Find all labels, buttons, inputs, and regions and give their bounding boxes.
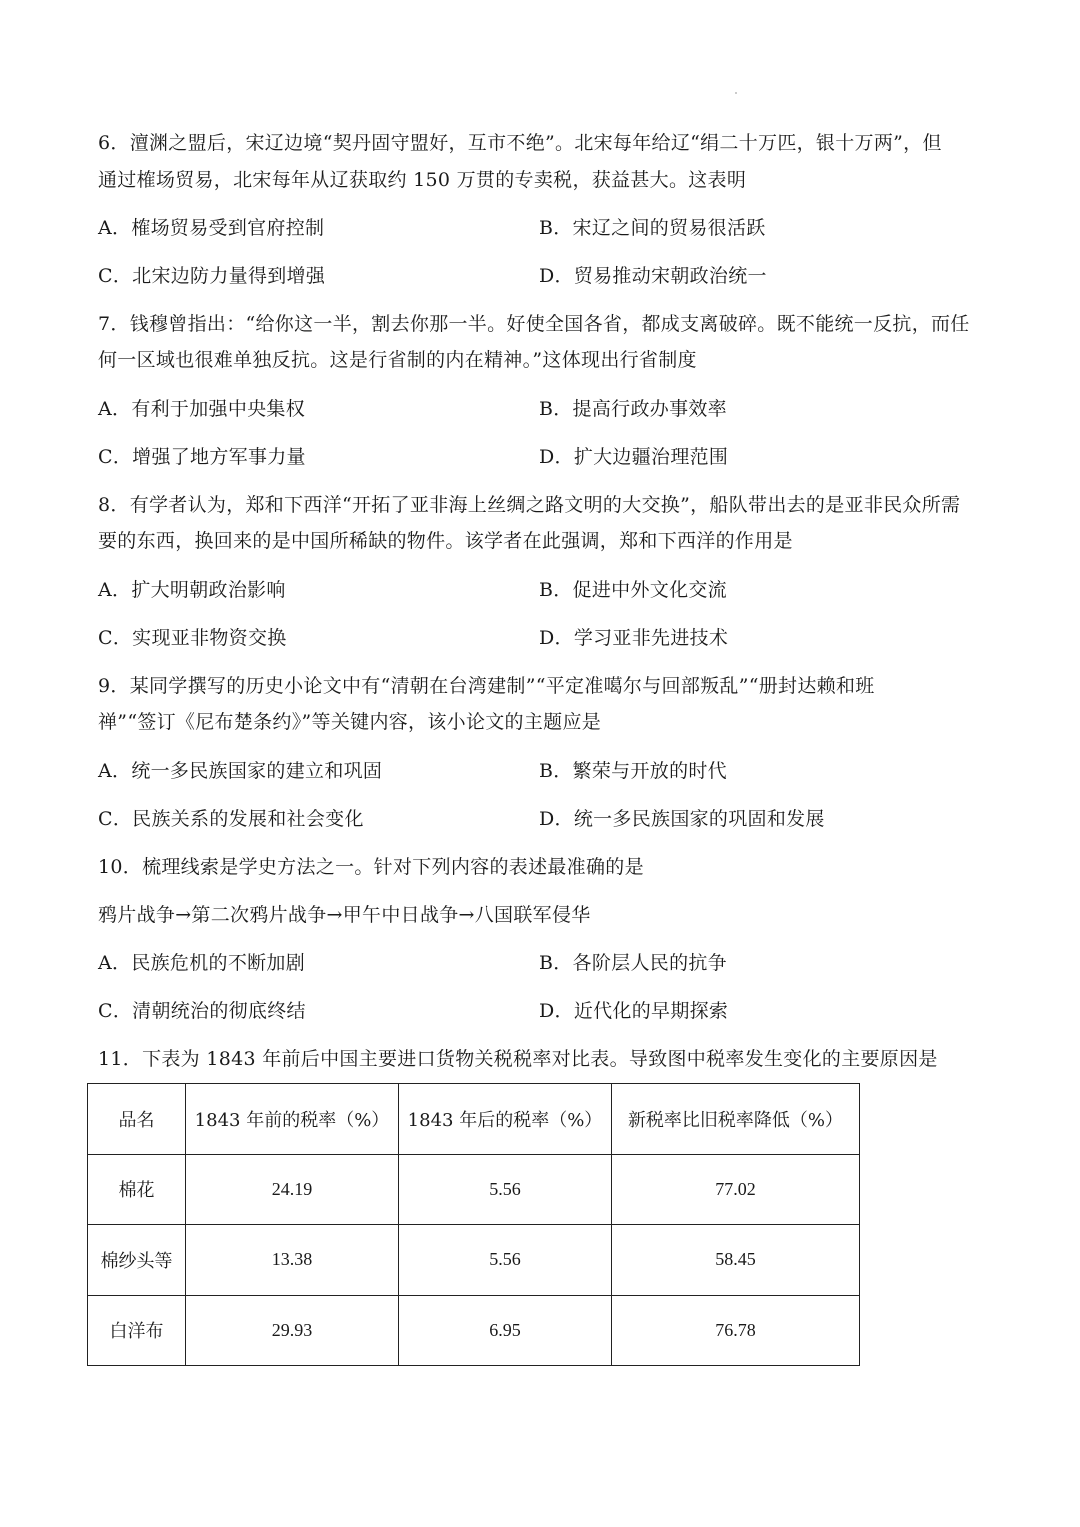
q6-option-a: A．榷场贸易受到官府控制 <box>98 217 325 239</box>
q11-stem-line1: 11．下表为 1843 年前后中国主要进口货物关税税率对比表。导致图中税率发生变化的主要原因是 <box>98 1048 938 1070</box>
table-header-cell: 新税率比旧税率降低（%） <box>612 1084 860 1155</box>
q10-stem-line1: 10．梳理线索是学史方法之一。针对下列内容的表述最准确的是 <box>98 856 644 878</box>
table-cell: 5.56 <box>399 1225 612 1296</box>
table-cell-item: 白洋布 <box>88 1295 186 1366</box>
q8-stem-line2: 要的东西，换回来的是中国所稀缺的物件。该学者在此强调，郑和下西洋的作用是 <box>98 530 793 552</box>
table-cell: 24.19 <box>186 1154 399 1225</box>
table-header-cell: 1843 年前的税率（%） <box>186 1084 399 1155</box>
table-cell-item: 棉纱头等 <box>88 1225 186 1296</box>
table-header-cell: 1843 年后的税率（%） <box>399 1084 612 1155</box>
q8-option-a: A．扩大明朝政治影响 <box>98 579 286 601</box>
table-row <box>88 1154 860 1225</box>
table-cell-item: 棉花 <box>88 1154 186 1225</box>
q6-stem-line2: 通过榷场贸易，北宋每年从辽获取约 150 万贯的专卖税，获益甚大。这表明 <box>98 169 747 191</box>
q6-option-b: B．宋辽之间的贸易很活跃 <box>539 217 766 239</box>
table-cell: 58.45 <box>612 1225 860 1296</box>
q7-option-c: C．增强了地方军事力量 <box>98 446 306 468</box>
table-row <box>88 1295 860 1366</box>
q7-option-b: B．提高行政办事效率 <box>539 398 727 420</box>
table-header-row <box>88 1084 860 1155</box>
q8-stem-line1: 8．有学者认为，郑和下西洋“开拓了亚非海上丝绸之路文明的大交换”，船队带出去的是亚非民众所需 <box>98 494 961 516</box>
table-cell: 29.93 <box>186 1295 399 1366</box>
q8-option-c: C．实现亚非物资交换 <box>98 627 287 649</box>
table-cell: 77.02 <box>612 1154 860 1225</box>
table-cell: 76.78 <box>612 1295 860 1366</box>
q7-option-a: A．有利于加强中央集权 <box>98 398 306 420</box>
q10-option-c: C．清朝统治的彻底终结 <box>98 1000 306 1022</box>
q7-stem-line2: 何一区域也很难单独反抗。这是行省制的内在精神。”这体现出行省制度 <box>98 349 697 371</box>
q9-option-d: D．统一多民族国家的巩固和发展 <box>539 808 825 830</box>
q10-sequence: 鸦片战争→第二次鸦片战争→甲午中日战争→八国联军侵华 <box>98 904 591 926</box>
q6-option-d: D．贸易推动宋朝政治统一 <box>539 265 767 287</box>
q10-option-d: D．近代化的早期探索 <box>539 1000 729 1022</box>
q9-stem-line2: 禅”“签订《尼布楚条约》”等关键内容，该小论文的主题应是 <box>98 711 602 733</box>
q8-option-d: D．学习亚非先进技术 <box>539 627 729 649</box>
q9-option-b: B．繁荣与开放的时代 <box>539 760 727 782</box>
table-row <box>88 1225 860 1296</box>
table-cell: 6.95 <box>399 1295 612 1366</box>
q9-option-c: C．民族关系的发展和社会变化 <box>98 808 364 830</box>
q7-stem-line1: 7．钱穆曾指出：“给你这一半，割去你那一半。好使全国各省，都成支离破碎。既不能统一反抗，而任 <box>98 313 970 335</box>
q6-stem-line1: 6．澶渊之盟后，宋辽边境“契丹固守盟好，互市不绝”。北宋每年给辽“绢二十万匹，银十万两”，但 <box>98 132 942 154</box>
q9-option-a: A．统一多民族国家的建立和巩固 <box>98 760 383 782</box>
tariff-table <box>87 1083 860 1366</box>
table-cell: 13.38 <box>186 1225 399 1296</box>
scan-speck <box>735 92 737 94</box>
table-cell: 5.56 <box>399 1154 612 1225</box>
q7-option-d: D．扩大边疆治理范围 <box>539 446 729 468</box>
q8-option-b: B．促进中外文化交流 <box>539 579 727 601</box>
table-header-cell: 品名 <box>88 1084 186 1155</box>
q10-option-a: A．民族危机的不断加剧 <box>98 952 306 974</box>
q6-option-c: C．北宋边防力量得到增强 <box>98 265 326 287</box>
q10-option-b: B．各阶层人民的抗争 <box>539 952 727 974</box>
q9-stem-line1: 9．某同学撰写的历史小论文中有“清朝在台湾建制”“平定准噶尔与回部叛乱”“册封达赖和班 <box>98 675 875 697</box>
